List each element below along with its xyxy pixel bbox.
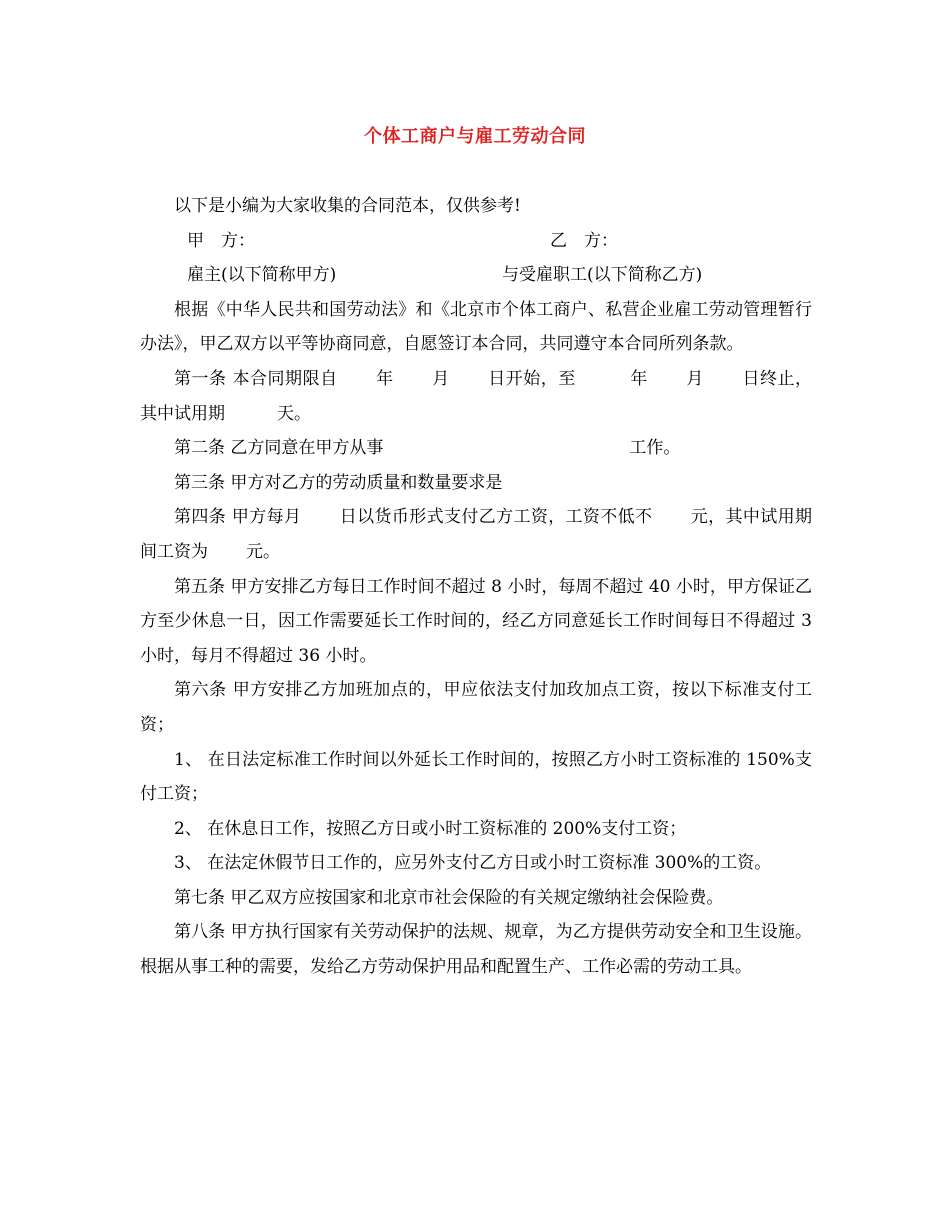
article-5: 第五条 甲方安排乙方每日工作时间不超过 8 小时，每周不超过 40 小时，甲方保证乙方至少休息一日，因工作需要延长工作时间的，经乙方同意延长工作时间每日不得超过 3 小时，每月不得超过 36 小时。 <box>140 576 812 666</box>
document-body <box>140 189 812 985</box>
article-3: 第三条 甲方对乙方的劳动质量和数量要求是 <box>174 472 503 493</box>
article-1-month-b: 月 <box>685 368 704 389</box>
party-a-desc: 雇主(以下简称甲方) <box>187 265 337 286</box>
party-label-row <box>140 224 812 259</box>
article-7: 第七条 甲乙双方应按国家和北京市社会保险的有关规定缴纳社会保险费。 <box>174 887 724 908</box>
article-4-part-a: 第四条 甲方每月 <box>174 507 302 528</box>
article-2-part-b: 工作。 <box>629 438 681 459</box>
article-4-part-d: 元。 <box>246 541 280 562</box>
article-1-part-d: 日开始，至 <box>487 368 576 389</box>
party-b-label: 乙 方： <box>550 230 618 251</box>
article-1-year-b: 年 <box>629 368 648 389</box>
article-8: 第八条 甲方执行国家有关劳动保护的法规、规章，为乙方提供劳动安全和卫生设施。根据从事工种的需要，发给乙方劳动保护用品和配置生产、工作必需的劳动工具。 <box>140 922 812 978</box>
article-1-part-a: 第一条 本合同期限自 <box>174 368 338 389</box>
article-2 <box>140 431 812 466</box>
document-title: 个体工商户与雇工劳动合同 <box>364 126 586 147</box>
party-a-label: 甲 方： <box>187 230 255 251</box>
intro-paragraph: 以下是小编为大家收集的合同范本，仅供参考! <box>174 196 521 216</box>
article-1-month-a: 月 <box>431 368 450 389</box>
preamble-paragraph: 根据《中华人民共和国劳动法》和《北京市个体工商户、私营企业雇工劳动管理暂行办法》，甲乙双方以平等协商同意，自愿签订本合同，共同遵守本合同所列条款。 <box>140 299 812 355</box>
party-b-desc: 与受雇职工(以下简称乙方) <box>502 265 703 286</box>
article-6: 第六条 甲方安排乙方加班加点的，甲应依法支付加玫加点工资，按以下标准支付工资； <box>140 680 812 735</box>
article-6-item-3: 3、 在法定休假节日工作的，应另外支付乙方日或小时工资标准 300%的工资。 <box>174 853 772 874</box>
article-2-part-a: 第二条 乙方同意在甲方从事 <box>174 438 384 459</box>
article-4-part-b: 日以货币形式支付乙方工资，工资不低不 <box>339 507 653 528</box>
party-desc-row <box>140 258 812 293</box>
article-1-part-g: 日终止，其中试用期 <box>140 368 813 424</box>
article-4-part-c: 元，其中试用期间工资为 <box>140 507 813 562</box>
article-1-part-h: 天。 <box>277 403 311 424</box>
article-4 <box>140 500 812 569</box>
article-6-item-1: 1、 在日法定标准工作时间以外延长工作时间的，按照乙方小时工资标准的 150%支付工资； <box>140 749 812 805</box>
article-1-year-a: 年 <box>375 368 394 389</box>
article-1 <box>140 362 812 431</box>
article-6-item-2: 2、 在休息日工作，按照乙方日或小时工资标准的 200%支付工资； <box>174 818 687 839</box>
